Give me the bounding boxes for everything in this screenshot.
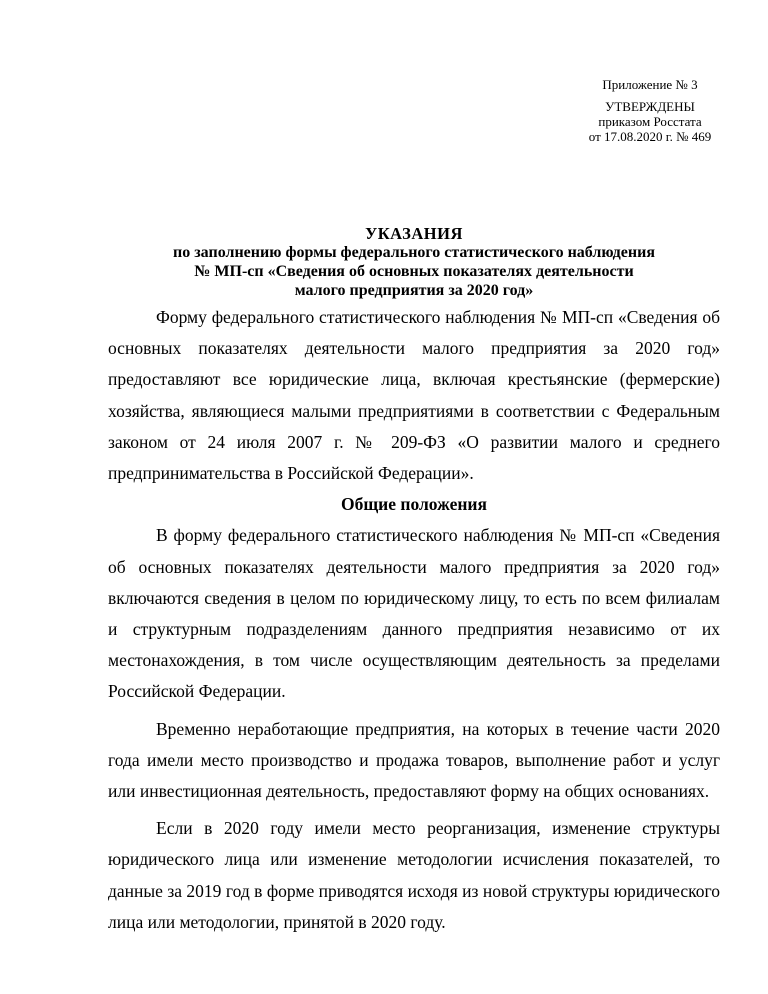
paragraph-1: В форму федерального статистического наблюдения № МП-сп «Сведения об основных показателях деятельности малого предприятия за 2020 год» включаются сведения в целом по юридическому лицу, то есть по всем филиалам и структурным подразделениям данного предприятия независимо от их местонахождения, в том числе осуществляющим деятельность за пределами Российской Федерации. xyxy=(108,525,720,702)
approving-order: приказом Росстата xyxy=(598,114,702,129)
section-heading: Общие положения xyxy=(341,494,487,515)
title-line-2: № МП-сп «Сведения об основных показателях деятельности xyxy=(194,263,634,280)
title-line-3: малого предприятия за 2020 год» xyxy=(294,282,534,299)
order-date-number: от 17.08.2020 г. № 469 xyxy=(588,129,712,144)
annex-number: Приложение № 3 xyxy=(602,77,698,92)
title-main: УКАЗАНИЯ xyxy=(365,224,463,243)
paragraph-3: Если в 2020 году имели место реорганизация, изменение структуры юридического лица или изменение методологии исчисления показателей, то данные за 2019 год в форме приводятся исходя из новой структуры юридического лица или методологии, принятой в 2020 году. xyxy=(108,818,720,932)
document-title xyxy=(108,224,720,300)
intro-paragraph: Форму федерального статистического наблюдения № МП-сп «Сведения об основных показателях деятельности малого предприятия за 2020 год» предоставляют все юридические лица, включая крестьянские (фермерские) хозяйства, являющиеся малыми предприятиями в соответствии с Федеральным законом от 24 июля 2007 г. № 209-ФЗ «О развитии малого и среднего предпринимательства в Российской Федерации». xyxy=(108,307,720,484)
title-line-1: по заполнению формы федерального статистического наблюдения xyxy=(173,244,655,261)
approval-stamp xyxy=(560,99,740,144)
document-body xyxy=(108,302,720,938)
approved-label: УТВЕРЖДЕНЫ xyxy=(605,99,695,114)
paragraph-2: Временно неработающие предприятия, на которых в течение части 2020 года имели место производство и продажа товаров, выполнение работ и услуг или инвестиционная деятельность, предоставляют форму на общих основаниях. xyxy=(108,718,720,802)
